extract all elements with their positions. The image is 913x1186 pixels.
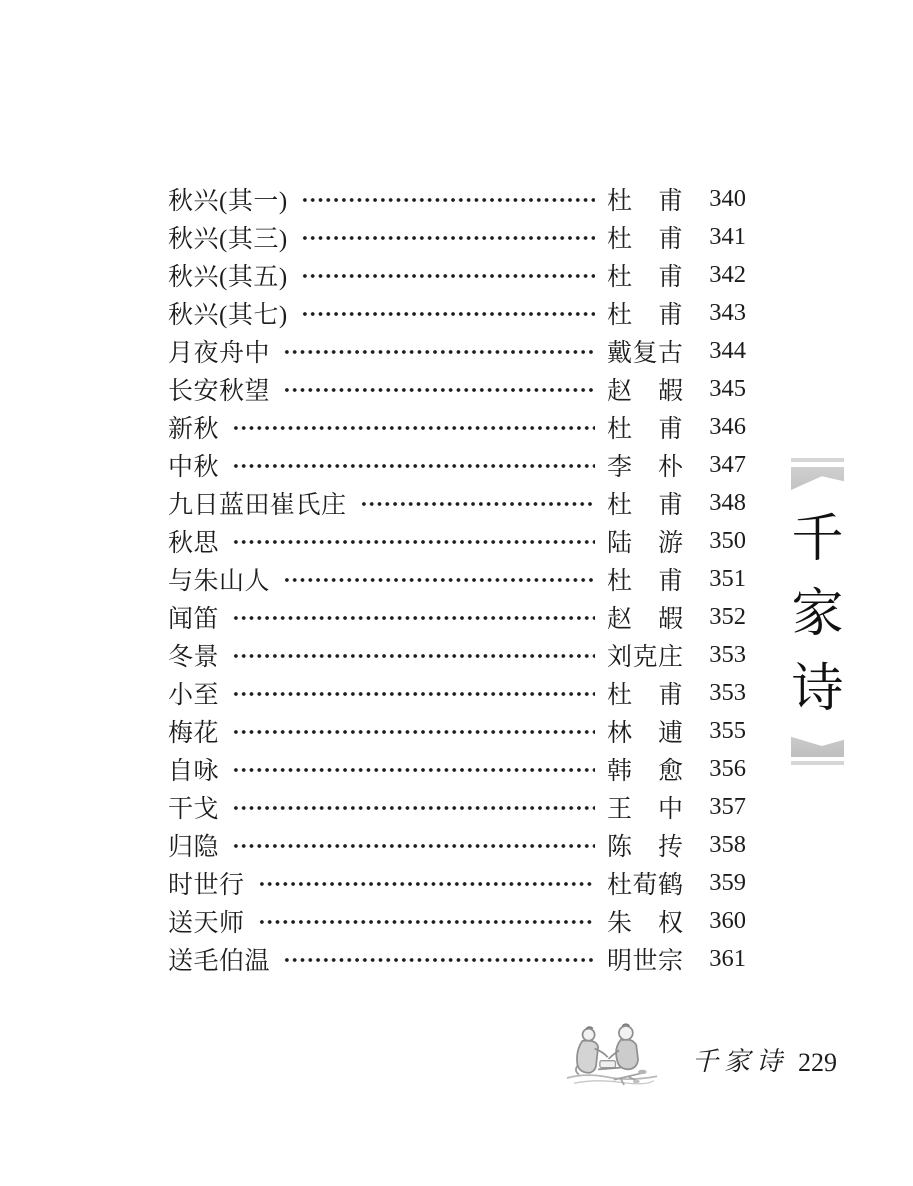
tab-bottom-line xyxy=(791,761,844,765)
dot-leader xyxy=(232,462,595,470)
dot-leader xyxy=(232,538,595,546)
children-reading-illustration xyxy=(560,1012,664,1092)
toc-entry xyxy=(168,940,746,978)
poem-page-number: 355 xyxy=(709,717,746,744)
dot-leader xyxy=(301,272,595,280)
poem-author: 陆 游 xyxy=(607,530,683,557)
toc-entry xyxy=(168,484,746,522)
poem-page-number: 361 xyxy=(709,945,746,972)
poem-title: 九日蓝田崔氏庄 xyxy=(168,492,347,519)
poem-title: 送毛伯温 xyxy=(168,948,271,975)
poem-author: 韩 愈 xyxy=(607,758,683,785)
poem-author: 刘 克 庄 xyxy=(607,644,683,671)
poem-author: 林 逋 xyxy=(607,720,683,747)
dot-leader xyxy=(301,234,595,242)
poem-title: 秋兴(其三) xyxy=(168,226,288,253)
poem-page-number: 358 xyxy=(709,831,746,858)
dot-leader xyxy=(283,576,595,584)
poem-title: 中秋 xyxy=(168,454,220,481)
poem-author: 杜 甫 xyxy=(607,416,683,443)
poem-page-number: 353 xyxy=(709,641,746,668)
side-tab xyxy=(791,458,844,765)
page-footer xyxy=(560,1012,837,1092)
poem-page-number: 348 xyxy=(709,489,746,516)
toc-list xyxy=(168,180,746,978)
dot-leader xyxy=(360,500,595,508)
poem-title: 长安秋望 xyxy=(168,378,271,405)
poem-author: 李 朴 xyxy=(607,454,683,481)
poem-page-number: 351 xyxy=(709,565,746,592)
poem-title: 归隐 xyxy=(168,834,220,861)
dot-leader xyxy=(258,918,595,926)
dot-leader xyxy=(232,614,595,622)
poem-title: 干戈 xyxy=(168,796,220,823)
poem-page-number: 353 xyxy=(709,679,746,706)
dot-leader xyxy=(232,842,595,850)
toc-entry xyxy=(168,712,746,750)
dot-leader xyxy=(283,956,595,964)
footer-page-number: 229 xyxy=(798,1048,838,1077)
toc-entry xyxy=(168,560,746,598)
toc-entry xyxy=(168,636,746,674)
poem-page-number: 347 xyxy=(709,451,746,478)
toc-entry xyxy=(168,256,746,294)
poem-author: 杜 甫 xyxy=(607,302,683,329)
dot-leader xyxy=(232,804,595,812)
poem-title: 秋兴(其一) xyxy=(168,188,288,215)
poem-page-number: 342 xyxy=(709,261,746,288)
poem-author: 戴 复 古 xyxy=(607,340,683,367)
poem-page-number: 346 xyxy=(709,413,746,440)
toc-entry xyxy=(168,864,746,902)
toc-entry xyxy=(168,788,746,826)
tab-top-line xyxy=(791,458,844,462)
poem-author: 赵 嘏 xyxy=(607,378,683,405)
poem-page-number: 356 xyxy=(709,755,746,782)
toc-entry xyxy=(168,902,746,940)
dot-leader xyxy=(232,690,595,698)
dot-leader xyxy=(232,424,595,432)
poem-page-number: 344 xyxy=(709,337,746,364)
toc-entry xyxy=(168,598,746,636)
dot-leader xyxy=(301,196,595,204)
poem-title: 新秋 xyxy=(168,416,220,443)
poem-title: 秋兴(其五) xyxy=(168,264,288,291)
poem-author: 杜 甫 xyxy=(607,264,683,291)
poem-title: 时世行 xyxy=(168,872,245,899)
tab-top-ribbon-icon xyxy=(791,467,844,490)
poem-author: 杜 甫 xyxy=(607,226,683,253)
poem-title: 自咏 xyxy=(168,758,220,785)
poem-title: 闻笛 xyxy=(168,606,220,633)
poem-author: 杜 甫 xyxy=(607,492,683,519)
dot-leader xyxy=(232,652,595,660)
poem-page-number: 357 xyxy=(709,793,746,820)
poem-title: 小至 xyxy=(168,682,220,709)
poem-author: 明 世 宗 xyxy=(607,948,683,975)
poem-title: 月夜舟中 xyxy=(168,340,271,367)
toc-entry xyxy=(168,294,746,332)
side-tab-title xyxy=(791,510,844,719)
dot-leader xyxy=(283,386,595,394)
side-tab-character: 家 xyxy=(791,585,844,643)
poem-author: 杜 荀 鹤 xyxy=(607,872,683,899)
toc-entry xyxy=(168,332,746,370)
poem-author: 朱 权 xyxy=(607,910,683,937)
poem-page-number: 343 xyxy=(709,299,746,326)
toc-entry xyxy=(168,408,746,446)
poem-title: 与朱山人 xyxy=(168,568,271,595)
poem-title: 冬景 xyxy=(168,644,220,671)
dot-leader xyxy=(232,766,595,774)
side-tab-character: 诗 xyxy=(791,660,844,718)
footer-book-title: 千家诗 xyxy=(692,1047,789,1076)
tab-bottom-ribbon-icon xyxy=(791,735,844,757)
toc-entry xyxy=(168,750,746,788)
dot-leader xyxy=(258,880,595,888)
toc-entry xyxy=(168,370,746,408)
dot-leader xyxy=(301,310,595,318)
poem-author: 杜 甫 xyxy=(607,188,683,215)
poem-page-number: 340 xyxy=(709,185,746,212)
poem-title: 秋思 xyxy=(168,530,220,557)
side-tab-character: 千 xyxy=(791,511,844,568)
poem-page-number: 360 xyxy=(709,907,746,934)
toc-entry xyxy=(168,674,746,712)
poem-page-number: 341 xyxy=(709,223,746,250)
poem-page-number: 350 xyxy=(709,527,746,554)
toc-entry xyxy=(168,218,746,256)
poem-title: 秋兴(其七) xyxy=(168,302,288,329)
toc-entry xyxy=(168,522,746,560)
poem-title: 梅花 xyxy=(168,720,220,747)
dot-leader xyxy=(232,728,595,736)
poem-page-number: 359 xyxy=(709,869,746,896)
toc-entry xyxy=(168,826,746,864)
poem-author: 杜 甫 xyxy=(607,682,683,709)
poem-author: 杜 甫 xyxy=(607,568,683,595)
dot-leader xyxy=(283,348,595,356)
poem-author: 王 中 xyxy=(607,796,683,823)
poem-title: 送天师 xyxy=(168,910,245,937)
poem-author: 陈 抟 xyxy=(607,834,683,861)
poem-author: 赵 嘏 xyxy=(607,606,683,633)
poem-page-number: 352 xyxy=(709,603,746,630)
toc-entry xyxy=(168,446,746,484)
toc-entry xyxy=(168,180,746,218)
poem-page-number: 345 xyxy=(709,375,746,402)
